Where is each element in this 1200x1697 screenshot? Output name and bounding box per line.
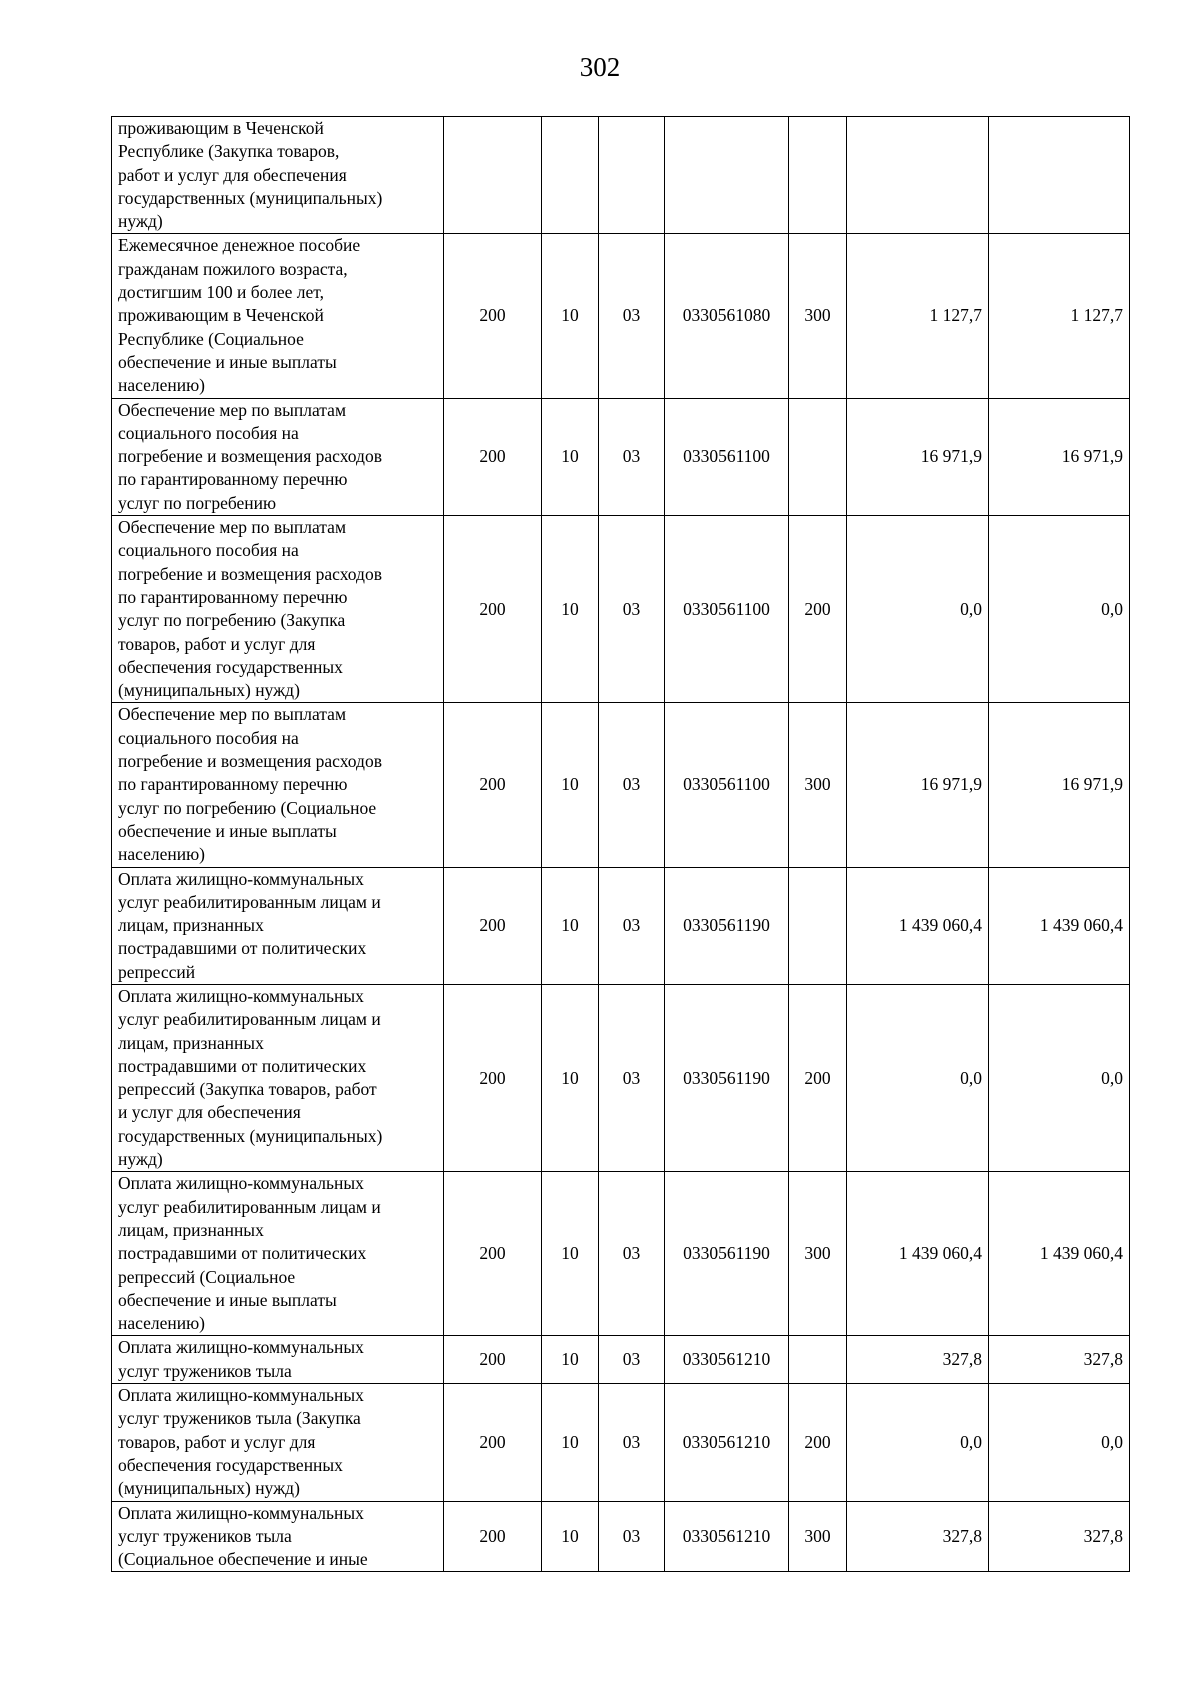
row-description: Оплата жилищно-коммунальных услуг тружеников тыла (Социальное обеспечение и иные — [112, 1501, 444, 1572]
section-code: 10 — [542, 984, 599, 1171]
row-description: Обеспечение мер по выплатам социального пособия на погребение и возмещения расходов по гарантированному перечню услуг по погребению — [112, 398, 444, 515]
table-row — [112, 984, 1130, 1171]
section-code: 10 — [542, 867, 599, 984]
row-description: Оплата жилищно-коммунальных услуг тружеников тыла (Закупка товаров, работ и услуг для обеспечения государственных (муниципальных) нужд) — [112, 1384, 444, 1501]
subsection-code: 03 — [599, 1172, 665, 1336]
expense-type-code — [789, 398, 847, 515]
amount-second: 1 127,7 — [989, 234, 1130, 398]
amount-second — [989, 117, 1130, 234]
table-row — [112, 1501, 1130, 1572]
subsection-code: 03 — [599, 867, 665, 984]
amount-first: 0,0 — [847, 1384, 989, 1501]
expense-type-code — [789, 1336, 847, 1384]
expense-type-code — [789, 867, 847, 984]
row-description: Оплата жилищно-коммунальных услуг реабилитированным лицам и лицам, признанных пострадавшими от политических репрессий (Социальное обеспечение и иные выплаты населению) — [112, 1172, 444, 1336]
amount-first: 16 971,9 — [847, 703, 989, 867]
target-article-code: 0330561100 — [665, 703, 789, 867]
row-description: проживающим в Чеченской Республике (Закупка товаров, работ и услуг для обеспечения государственных (муниципальных) нужд) — [112, 117, 444, 234]
ministry-code: 200 — [444, 984, 542, 1171]
expense-type-code: 300 — [789, 1172, 847, 1336]
amount-first: 327,8 — [847, 1501, 989, 1572]
section-code: 10 — [542, 234, 599, 398]
section-code: 10 — [542, 516, 599, 703]
table-row — [112, 703, 1130, 867]
page-number: 302 — [579, 52, 621, 82]
table-row — [112, 1336, 1130, 1384]
target-article-code: 0330561100 — [665, 398, 789, 515]
target-article-code: 0330561190 — [665, 867, 789, 984]
expense-type-code: 200 — [789, 1384, 847, 1501]
amount-second: 1 439 060,4 — [989, 1172, 1130, 1336]
target-article-code: 0330561210 — [665, 1384, 789, 1501]
subsection-code: 03 — [599, 1336, 665, 1384]
amount-first: 1 127,7 — [847, 234, 989, 398]
expense-type-code — [789, 117, 847, 234]
amount-first: 1 439 060,4 — [847, 867, 989, 984]
expense-type-code: 200 — [789, 516, 847, 703]
expense-type-code: 300 — [789, 1501, 847, 1572]
subsection-code — [599, 117, 665, 234]
table-row — [112, 1172, 1130, 1336]
ministry-code: 200 — [444, 1384, 542, 1501]
target-article-code: 0330561190 — [665, 984, 789, 1171]
amount-first: 16 971,9 — [847, 398, 989, 515]
table-row — [112, 516, 1130, 703]
amount-first — [847, 117, 989, 234]
section-code: 10 — [542, 1384, 599, 1501]
row-description: Обеспечение мер по выплатам социального пособия на погребение и возмещения расходов по гарантированному перечню услуг по погребению (Закупка товаров, работ и услуг для обеспечения государственных (муниципальных) нужд) — [112, 516, 444, 703]
target-article-code: 0330561080 — [665, 234, 789, 398]
budget-table — [111, 116, 1130, 1572]
row-description: Оплата жилищно-коммунальных услуг реабилитированным лицам и лицам, признанных пострадавшими от политических репрессий (Закупка товаров, работ и услуг для обеспечения государственных (муниципальных) нужд) — [112, 984, 444, 1171]
amount-second: 16 971,9 — [989, 398, 1130, 515]
subsection-code: 03 — [599, 1501, 665, 1572]
row-description: Оплата жилищно-коммунальных услуг реабилитированным лицам и лицам, признанных пострадавшими от политических репрессий — [112, 867, 444, 984]
amount-first: 0,0 — [847, 516, 989, 703]
section-code: 10 — [542, 398, 599, 515]
amount-second: 0,0 — [989, 516, 1130, 703]
amount-second: 0,0 — [989, 1384, 1130, 1501]
amount-second: 0,0 — [989, 984, 1130, 1171]
target-article-code: 0330561210 — [665, 1336, 789, 1384]
amount-first: 0,0 — [847, 984, 989, 1171]
table-row — [112, 234, 1130, 398]
section-code: 10 — [542, 1501, 599, 1572]
section-code: 10 — [542, 703, 599, 867]
ministry-code: 200 — [444, 703, 542, 867]
table-row — [112, 117, 1130, 234]
ministry-code: 200 — [444, 1172, 542, 1336]
target-article-code: 0330561210 — [665, 1501, 789, 1572]
subsection-code: 03 — [599, 398, 665, 515]
expense-type-code: 300 — [789, 234, 847, 398]
subsection-code: 03 — [599, 516, 665, 703]
section-code — [542, 117, 599, 234]
section-code: 10 — [542, 1172, 599, 1336]
amount-second: 16 971,9 — [989, 703, 1130, 867]
ministry-code: 200 — [444, 1501, 542, 1572]
ministry-code: 200 — [444, 398, 542, 515]
target-article-code: 0330561100 — [665, 516, 789, 703]
subsection-code: 03 — [599, 234, 665, 398]
target-article-code — [665, 117, 789, 234]
target-article-code: 0330561190 — [665, 1172, 789, 1336]
amount-second: 1 439 060,4 — [989, 867, 1130, 984]
subsection-code: 03 — [599, 984, 665, 1171]
ministry-code — [444, 117, 542, 234]
amount-second: 327,8 — [989, 1336, 1130, 1384]
amount-second: 327,8 — [989, 1501, 1130, 1572]
table-body — [112, 117, 1130, 1572]
section-code: 10 — [542, 1336, 599, 1384]
subsection-code: 03 — [599, 703, 665, 867]
expense-type-code: 200 — [789, 984, 847, 1171]
subsection-code: 03 — [599, 1384, 665, 1501]
amount-first: 1 439 060,4 — [847, 1172, 989, 1336]
ministry-code: 200 — [444, 867, 542, 984]
row-description: Ежемесячное денежное пособие гражданам пожилого возраста, достигшим 100 и более лет, проживающим в Чеченской Республике (Социальное обеспечение и иные выплаты населению) — [112, 234, 444, 398]
table-row — [112, 1384, 1130, 1501]
ministry-code: 200 — [444, 234, 542, 398]
row-description: Оплата жилищно-коммунальных услуг тружеников тыла — [112, 1336, 444, 1384]
table-row — [112, 867, 1130, 984]
amount-first: 327,8 — [847, 1336, 989, 1384]
ministry-code: 200 — [444, 516, 542, 703]
ministry-code: 200 — [444, 1336, 542, 1384]
expense-type-code: 300 — [789, 703, 847, 867]
table-row — [112, 398, 1130, 515]
row-description: Обеспечение мер по выплатам социального пособия на погребение и возмещения расходов по гарантированному перечню услуг по погребению (Социальное обеспечение и иные выплаты населению) — [112, 703, 444, 867]
